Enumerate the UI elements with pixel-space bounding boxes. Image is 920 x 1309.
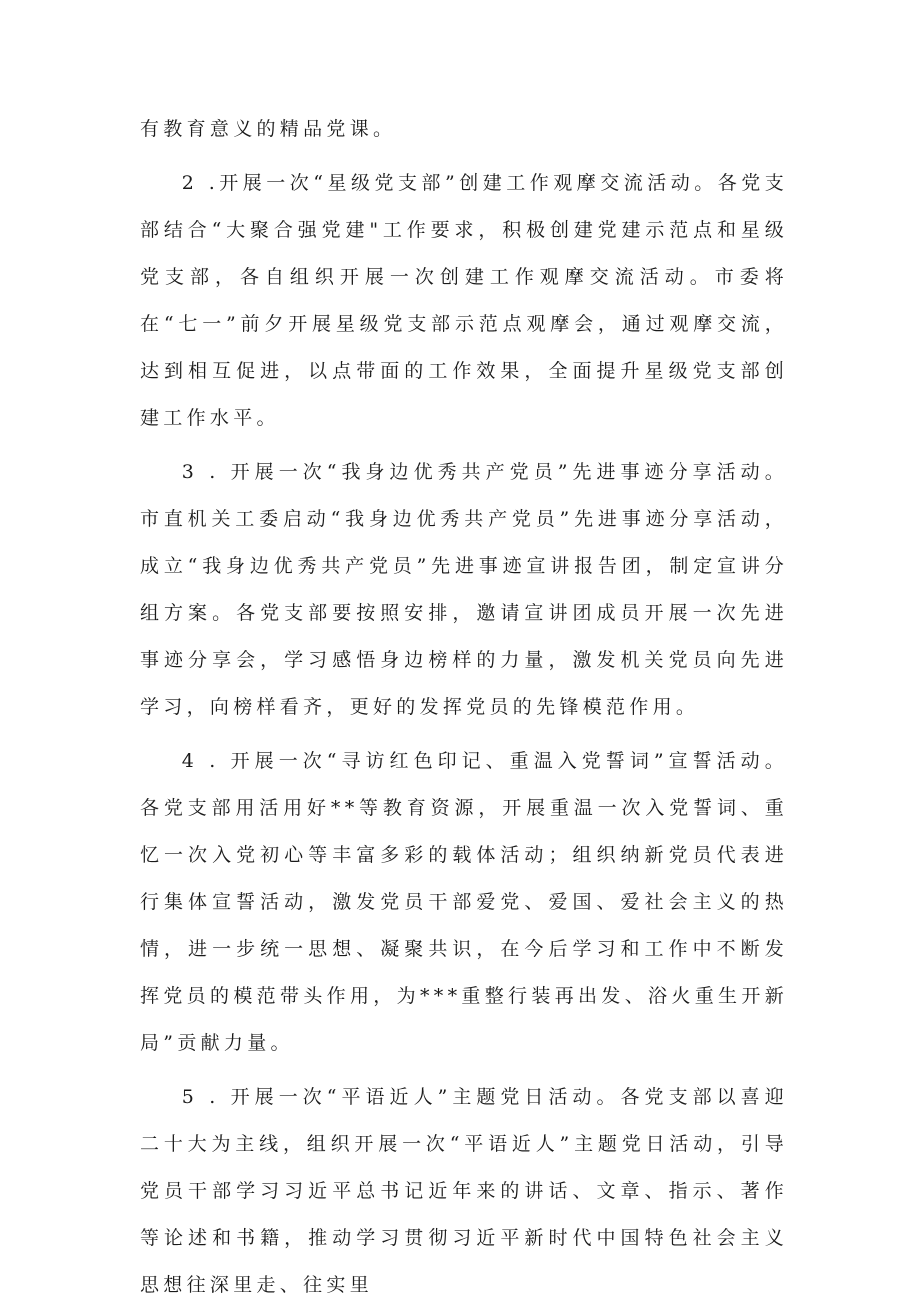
paragraph-item-5: 5 . 开展一次“平语近人”主题党日活动。各党支部以喜迎二十大为主线，组织开展一次“平语近人”主题党日活动，引导党员干部学习习近平总书记近年来的讲话、文章、指示、著作等论述和书籍，推动学习贯彻习近平新时代中国特色社会主义思想往深里走、往实里 <box>140 1086 788 1296</box>
document-body <box>140 106 788 1309</box>
paragraph-item-3: 3 . 开展一次“我身边优秀共产党员”先进事迹分享活动。市直机关工委启动“我身边优秀共产党员”先进事迹分享活动，成立“我身边优秀共产党员”先进事迹宣讲报告团，制定宣讲分组方案。各党支部要按照安排，邀请宣讲团成员开展一次先进事迹分享会，学习感悟身边榜样的力量，激发机关党员向先进学习，向榜样看齐，更好的发挥党员的先锋模范作用。 <box>140 461 788 718</box>
paragraph-item-4: 4 . 开展一次“寻访红色印记、重温入党誓词”宣誓活动。各党支部用活用好**等教育资源，开展重温一次入党誓词、重忆一次入党初心等丰富多彩的载体活动；组织纳新党员代表进行集体宣誓活动，激发党员干部爱党、爱国、爱社会主义的热情，进一步统一思想、凝聚共识，在今后学习和工作中不断发挥党员的模范带头作用，为***重整行装再出发、浴火重生开新局”贡献力量。 <box>140 750 788 1054</box>
paragraph-item-2: 2 .开展一次“星级党支部”创建工作观摩交流活动。各党支部结合“大聚合强党建"工作要求，积极创建党建示范点和星级党支部，各自组织开展一次创建工作观摩交流活动。市委将在“七一”前夕开展星级党支部示范点观摩会，通过观摩交流，达到相互促进，以点带面的工作效果，全面提升星级党支部创建工作水平。 <box>140 172 788 429</box>
paragraph-continuation: 有教育意义的精品党课。 <box>140 118 397 140</box>
